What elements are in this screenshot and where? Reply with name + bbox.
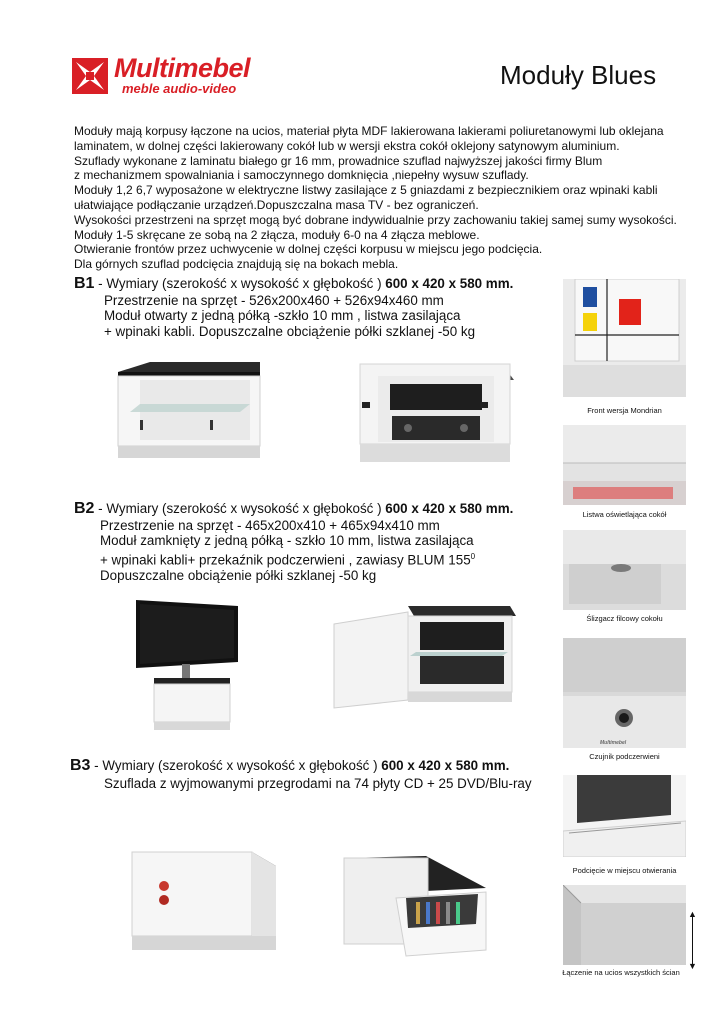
intro-line: Dla górnych szuflad podcięcia znajdują się na bokach mebla. <box>74 257 399 272</box>
degree-superscript: 0 <box>470 551 476 561</box>
module-detail-line: Przestrzenie na sprzęt - 526x200x460 + 526x94x460 mm <box>104 293 444 308</box>
side-mondrian-front-photo <box>563 279 686 397</box>
side-caption: Łączenie na ucios wszystkich ścian <box>562 968 680 977</box>
module-b2-heading <box>74 500 513 517</box>
arrow-up-icon: ▲ <box>688 909 697 919</box>
intro-line: Moduły 1-5 skręcane ze sobą na 2 złącza, moduły 6-0 na 4 złącza meblowe. <box>74 227 480 242</box>
arrow-down-icon: ▼ <box>688 961 697 971</box>
module-detail-line: Przestrzenie na sprzęt - 465x200x410 + 465x94x410 mm <box>100 518 440 533</box>
module-b1-heading <box>74 275 513 292</box>
side-caption: Listwa oświetlająca cokół <box>582 510 667 519</box>
module-detail-line <box>100 549 475 568</box>
module-detail-line: Szuflada z wyjmowanymi przegrodami na 74 płyty CD + 25 DVD/Blu-ray <box>104 776 532 791</box>
b1-open-cabinet-photo <box>110 358 270 470</box>
side-opening-cut-photo <box>563 775 686 857</box>
side-caption: Front wersja Mondrian <box>587 406 662 415</box>
side-miter-joint-photo <box>563 885 686 965</box>
intro-line: Moduły 1,2 6,7 wyposażone w elektryczne listwy zasilające z 5 gniazdami z bezpiecznikiem oraz wpinaki kabli <box>74 183 658 198</box>
intro-text <box>74 124 694 272</box>
module-detail-line: + wpinaki kabli. Dopuszczalne obciążenie półki szklanej -50 kg <box>104 323 476 339</box>
intro-line: Szuflady wykonane z laminatu białego gr 16 mm, prowadnice szuflad najwyższej jakości firmy Blum <box>74 153 603 168</box>
module-dims: 600 x 420 x 580 mm. <box>381 758 510 773</box>
module-lead: - Wymiary (szerokość x wysokość x głębokość ) <box>90 758 382 773</box>
module-code: B2 <box>74 500 95 517</box>
module-b3-details <box>104 776 532 791</box>
brand-tagline: meble audio-video <box>122 81 237 96</box>
b3-closed-cabinet-photo <box>126 844 286 956</box>
module-b3-heading <box>70 757 509 774</box>
side-led-strip-photo <box>563 425 686 505</box>
module-code: B3 <box>70 757 91 774</box>
intro-line: Moduły mają korpusy łączone na ucios, materiał płyta MDF lakierowana lakierami poliuretanowymi lub oklejana <box>74 124 664 138</box>
module-code: B1 <box>74 275 95 292</box>
side-ir-sensor-photo <box>563 638 686 748</box>
b2-open-door-cabinet-photo <box>330 602 520 714</box>
side-caption: Podcięcie w miejscu otwierania <box>572 866 677 875</box>
intro-line: Wysokości przestrzeni na sprzęt mogą być dobrane indywidualnie przy zachowaniu takiej samej sumy wysokości. <box>74 212 677 227</box>
module-lead: - Wymiary (szerokość x wysokość x głębokość ) <box>94 276 386 291</box>
intro-line: laminatem, w dolnej części lakierowany cokół lub w wersji ekstra cokół oklejony satynowym aluminium. <box>74 138 620 153</box>
module-dims: 600 x 420 x 580 mm. <box>385 276 514 291</box>
b1-equipment-cabinet-photo <box>352 358 520 470</box>
intro-line: ułatwiające podłączanie urządzeń.Dopuszczalna masa TV - bez ograniczeń. <box>74 197 479 212</box>
page-title: Moduły Blues <box>500 60 657 90</box>
b2-tv-cabinet-photo <box>130 598 242 734</box>
side-felt-glider-photo <box>563 530 686 610</box>
intro-line: Otwieranie frontów przez uchwycenie w dolnej części korpusu w miejscu jego podcięcia. <box>74 242 543 257</box>
side-caption: Czujnik podczerwieni <box>589 752 660 761</box>
module-detail-line: Moduł zamknięty z jedną półką - szkło 10 mm, listwa zasilająca <box>100 533 474 549</box>
intro-line: z mechanizmem spowalniania i samoczynnego domknięcia ,niepełny wysuw szuflady. <box>74 168 529 183</box>
brand-logo-icon <box>72 58 108 94</box>
module-detail-line: Moduł otwarty z jedną półką -szkło 10 mm , listwa zasilająca <box>104 308 461 324</box>
module-dims: 600 x 420 x 580 mm. <box>385 501 514 516</box>
module-lead: - Wymiary (szerokość x wysokość x głębokość ) <box>94 501 386 516</box>
side-caption: Ślizgacz filcowy cokołu <box>586 614 663 623</box>
brand-name: Multimebel <box>114 53 251 83</box>
module-b1-details <box>104 293 475 339</box>
module-detail-line: Dopuszczalne obciążenie półki szklanej -50 kg <box>100 567 377 583</box>
b3-drawer-open-photo <box>336 852 488 962</box>
module-b2-details <box>100 518 475 583</box>
module-detail-text: + wpinaki kabli+ przekaźnik podczerwieni , zawiasy BLUM 155 <box>100 552 471 568</box>
sensor-brand-label: Multimebel <box>600 740 627 746</box>
